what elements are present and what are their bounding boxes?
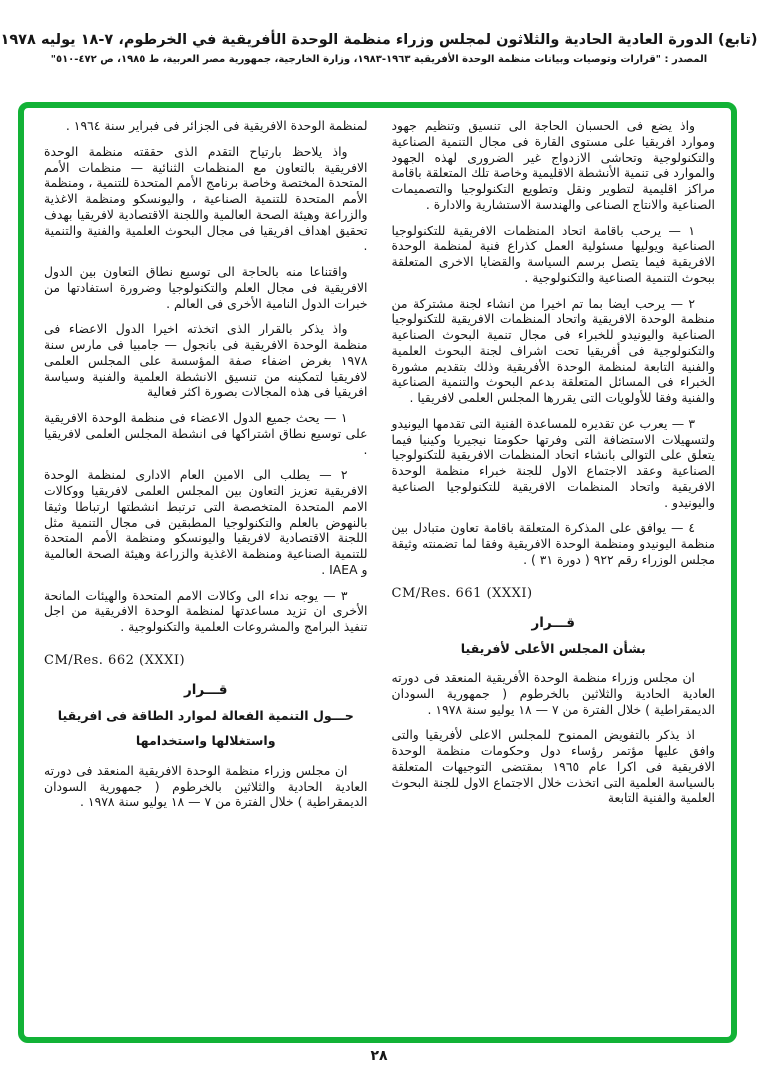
resolution-ref-661: CM/Res. 661 (XXXI): [391, 585, 533, 601]
resolution-subtitle: واستغلالها واستخدامها: [135, 733, 276, 749]
source-line: المصدر : "قرارات وتوصيات وبيانات منظمة الوحدة الأفريقية ١٩٦٣-١٩٨٣، وزارة الخارجية، جمهورية مصر العربية، ط ١٩٨٥، ص ٤٧٢-٥١٠": [50, 54, 708, 65]
paragraph: ان مجلس وزراء منظمة الوحدة الافريقية المنعقد فى دورته العادية الحادية والثلاثين بالخرطوم ( جمهورية السودان الديمقراطية ) خلال الفترة من ٧ — ١٨ يوليو سنة ١٩٧٨ .: [44, 762, 368, 810]
paragraph: اذ يذكر بالتفويض الممنوح للمجلس الاعلى لأفريقيا والتى وافق عليها مؤتمر رؤساء دول وحكومات منظمة الوحدة الافريقية فى اكرا عام ١٩٦٥ بمقتضى التوجيهات المتعلقة بالسياسة العلمية التى اتخذت خلال الاجتماع الاول للجنة البحوث العلمية والفنية التابعة: [391, 727, 715, 806]
resolution-subtitle: حـــول التنمية الفعالة لموارد الطاقة فى افريقيا: [57, 707, 354, 723]
resolution-subtitle: بشأن المجلس الأعلى لأفريقيا: [460, 640, 646, 656]
column-right: [392, 118, 716, 1037]
session-title: (تابع) الدورة العادية الحادية والثلاثون لمجلس وزراء منظمة الوحدة الأفريقية في الخرطوم، ٧-١٨ يوليه ١٩٧٨: [0, 32, 758, 48]
two-column-layout: [44, 118, 715, 1037]
paragraph: لمنظمة الوحدة الافريقية فى الجزائر فى فبراير سنة ١٩٦٤ .: [65, 118, 368, 133]
column-left: [44, 118, 368, 1037]
paragraph: ٤ — يوافق على المذكرة المتعلقة باقامة تعاون متبادل بين منظمة اليونيدو ومنظمة الوحدة الافريقية وفقا لما تضمنته وثيقة مجلس الوزراء رقم ٩٢٢ ( دورة ٣١ ) .: [391, 520, 715, 567]
paragraph: ٣ — يوجه نداء الى وكالات الامم المتحدة والهيئات المانحة الأخرى ان تزيد مساعدتها لمنظمة الوحدة الافريقية من اجل تنفيذ البرامج والمشروعات العلمية والتكنولوجية .: [44, 587, 368, 634]
paragraph: ان مجلس وزراء منظمة الوحدة الأفريقية المنعقد فى دورته العادية الحادية والثلاثين بالخرطوم ( جمهورية السودان الديمقراطية ) خلال الفترة من ٧ — ١٨ يوليو سنة ١٩٧٨ .: [391, 670, 715, 717]
resolution-661-heading: [392, 615, 716, 659]
resolution-title: قـــرار: [184, 681, 228, 698]
paragraph: ١ — يحث جميع الدول الاعضاء فى منظمة الوحدة الافريقية على توسيع نطاق اشتراكها فى انشطة المجلس العلمى لافريقيا .: [44, 410, 368, 457]
paragraph: ١ — يرحب باقامة اتحاد المنظمات الافريقية للتكنولوجيا الصناعية ويوليها مسئولية العمل كذراع فنية لمنظمة الوحدة الافريقية فيما يتصل برسم السياسة والقضايا الاخرى المتعلقة ببحوث التنمية الصناعية والتكنولوجية .: [391, 222, 715, 285]
paragraph: ٢ — يرحب ايضا بما تم اخيرا من انشاء لجنة مشتركة من منظمة الوحدة الافريقية واتحاد المنظمات الافريقية للتكنولوجيا الصناعية واليونيدو للخبراء فى مجال تنمية البحوث الصناعية والتكنولوجية فى أفريقيا تحت اشراف لجنة البحوث العلمية والفنية التابعة لمنظمة الوحدة الأفريقية وذلك بتقديم مشورة الخبراء فى المسائل المتعلقة بدعم البحوث والتنمية الصناعية والفنية وفقا للأولويات التى يقررها المجلس العلمى لافريقيا .: [391, 295, 715, 405]
paragraph: واذ يضع فى الحسبان الحاجة الى تنسيق وتنظيم جهود وموارد افريقيا على مستوى القارة فى مجال التنمية الصناعية والتكنولوجية وتحاشى الازدواج غير الضرورى لهذه الجهود والموارد فى تنمية الأنشطة الاقليمية وخاصة تلك المتعلقة باقامة مراكز اقليمية لتطوير ونقل وتطويع التكنولوجيا والتصميمات الصناعية والانتاج الصناعى والهندسة الاستشارية والادارة .: [391, 118, 715, 212]
resolution-title: قـــرار: [531, 614, 575, 631]
resolution-ref-662: CM/Res. 662 (XXXI): [44, 652, 186, 668]
paragraph: ٢ — يطلب الى الامين العام الادارى لمنظمة الوحدة الافريقية تعزيز التعاون بين المجلس العلمى لافريقيا ووكالات الامم المتحدة المتخصصة التى ترتبط انشطتها ارتباطا وثيقا بالنهوض بالعلم والتكنولوجيا المطبقين فى مجال التنمية مثل اللجنة الاقتصادية لافريقيا واليونسكو ومنظمة الأمم المتحدة للتنمية الصناعية ومنظمة الاغذية والزراعة وهيئة الصحة العالمية و IAEA .: [44, 467, 368, 577]
paragraph: ٣ — يعرب عن تقديره للمساعدة الفنية التى تقدمها اليونيدو ولتسهيلات الاستضافة التى وفرتها حكومتا نيجيريا وكينيا فيما يتعلق على التوالى بانشاء اتحاد المنظمات الافريقية للتكنولوجيا الصناعية وعقد الاجتماع الاول للجنة خبراء منظمة الوحدة الافريقية واتحاد المنظمات الافريقية للتكنولوجيا الصناعية واليونيدو .: [391, 415, 715, 510]
page-number: ٢٨: [370, 1048, 388, 1064]
paragraph: واذ يذكر بالقرار الذى اتخذته اخيرا الدول الاعضاء فى منظمة الوحدة الافريقية فى بانجول — جامبيا فى مارس سنة ١٩٧٨ بغرض اضفاء صفة المؤسسة على المجلس العلمى لافريقيا لتمكينه من تنسيق الانشطة العلمية والفنية وسياسة افريقيا فى هذه المجالات بصورة اكثر فعالية: [44, 321, 368, 400]
paragraph: واذ يلاحظ بارتياح التقدم الذى حققته منظمة الوحدة الافريقية بالتعاون مع المنظمات الثنائية — منظمات الأمم المتحدة المختصة وخاصة برنامج الأمم المتحدة للتنمية ، ومنظمة الأمم المتحدة للتنمية الصناعية ، واليونسكو ومنظمة الاغذية والزراعة وهيئة الصحة العالمية واللجنة الاقتصادية لافريقيا بهدف تحقيق اهداف افريقيا فى مجال البحوث العلمية والفنية والتنمية .: [44, 143, 368, 254]
document-frame: [18, 102, 737, 1043]
resolution-662-heading: [44, 682, 368, 751]
paragraph: واقتناعا منه بالحاجة الى توسيع نطاق التعاون بين الدول الافريقية فى مجال العلم والتكنولوجيا وضرورة استفادتها من خبرات الدول النامية الأخرى فى العالم .: [44, 264, 368, 311]
page-header: [0, 32, 758, 65]
